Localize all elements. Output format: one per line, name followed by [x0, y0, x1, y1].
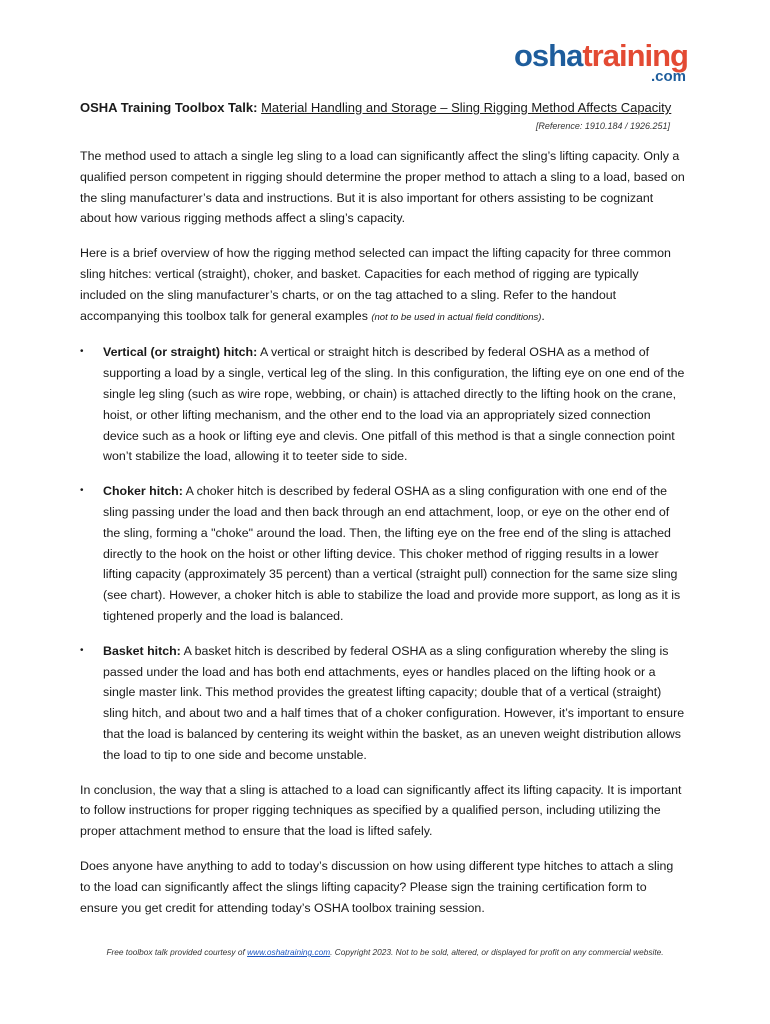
logo-training: training — [582, 38, 688, 73]
list-item-vertical-hitch — [80, 342, 685, 467]
overview-paragraph — [80, 243, 685, 328]
bullet-icon: • — [80, 346, 84, 358]
bullet-icon: • — [80, 644, 84, 656]
document-title — [80, 100, 690, 115]
footer-website-link[interactable]: www.oshatraining.com — [247, 947, 331, 957]
list-item-choker-hitch — [80, 481, 685, 627]
hitch-description: A vertical or straight hitch is described by federal OSHA as a method of supporting a load by a single, vertical leg of the sling. In this configuration, the lifting eye on one end of the single leg sling (such as wire rope, webbing, or chain) is attached directly to the lifting hook on the crane, hoist, or other lifting mechanism, and the other end to the load via an appropriately sized connection device such as a hook or lifting eye and clevis. One pitfall of this method is that a single connection point won’t stabilize the load, allowing it to teeter side to side. — [103, 345, 685, 464]
overview-note: (not to be used in actual field conditions) — [371, 311, 542, 323]
overview-text: Here is a brief overview of how the rigging method selected can impact the lifting capacity for three common sling hitches: vertical (straight), choker, and basket. Capacities for each method of rigging are typically included on the sling manufacturer’s charts, or on the tag attached to a sling. Refer to the handout accompanying this toolbox talk for general examples — [80, 246, 671, 323]
title-topic: Material Handling and Storage – Sling Rigging Method Affects Capacity — [261, 100, 672, 115]
hitch-list — [80, 342, 685, 765]
conclusion-paragraph: In conclusion, the way that a sling is attached to a load can significantly affect its lifting capacity. It is important to follow instructions for proper rigging techniques as specified by a qualified person, including utilizing the proper attachment method to ensure that the load is lifted safely. — [80, 782, 682, 839]
hitch-term: Choker hitch: — [103, 484, 183, 499]
footer-notice — [0, 947, 770, 957]
reference-citation: [Reference: 1910.184 / 1926.251] — [535, 121, 670, 131]
closing-paragraph: Does anyone have anything to add to today’s discussion on how using different type hitches to attach a sling to the load can significantly affect the slings lifting capacity? Please sign the training certification form to ensure you get credit for attending today’s OSHA toolbox training session. — [80, 858, 674, 915]
document-body — [80, 146, 685, 932]
list-item-basket-hitch — [80, 641, 685, 766]
overview-end: . — [541, 308, 545, 323]
footer-suffix: . Copyright 2023. Not to be sold, altered, or displayed for profit on any commercial website. — [330, 947, 664, 957]
hitch-term: Vertical (or straight) hitch: — [103, 345, 258, 360]
title-lead: OSHA Training Toolbox Talk: — [80, 100, 258, 115]
hitch-term: Basket hitch: — [103, 643, 181, 658]
hitch-description: A basket hitch is described by federal OSHA as a sling configuration whereby the sling is passed under the load and has both end attachments, eyes or handles placed on the lifting hook or a single master link. This method provides the greatest lifting capacity; double that of a vertical (straight) sling hitch, and about two and a half times that of a choker configuration. However, it’s important to ensure that the load is balanced by centering its weight within the basket, as an uneven weight distribution allows the load to tip to one side and become unstable. — [103, 643, 685, 762]
logo-dotcom: .com — [650, 68, 686, 85]
hitch-description: A choker hitch is described by federal OSHA as a sling configuration with one end of the sling passing under the load and then back through an end attachment, loop, or eye on the other end of the sling, forming a "choke" around the load. Then, the lifting eye on the free end of the sling is attached directly to the hook on the hoist or other lifting device. This choker method of rigging results in a lower lifting capacity (approximately 35 percent) than a vertical (straight pull) connection for the same size sling (see chart). However, a choker hitch is able to stabilize the load and provide more support, as long as it is tightened properly and the load is balanced. — [103, 484, 681, 623]
footer-prefix: Free toolbox talk provided courtesy of — [106, 947, 245, 957]
logo-wordmark — [514, 40, 688, 71]
logo-osha: osha — [513, 38, 583, 73]
intro-paragraph: The method used to attach a single leg sling to a load can significantly affect the sling’s lifting capacity. Only a qualified person competent in rigging should determine the proper method to attach a sling to a load, based on the sling manufacturer’s data and instructions. But it is also important for others assisting to be cognizant about how various rigging methods affect a sling’s capacity. — [80, 149, 685, 226]
oshatraining-logo — [514, 40, 688, 84]
bullet-icon: • — [80, 485, 84, 497]
